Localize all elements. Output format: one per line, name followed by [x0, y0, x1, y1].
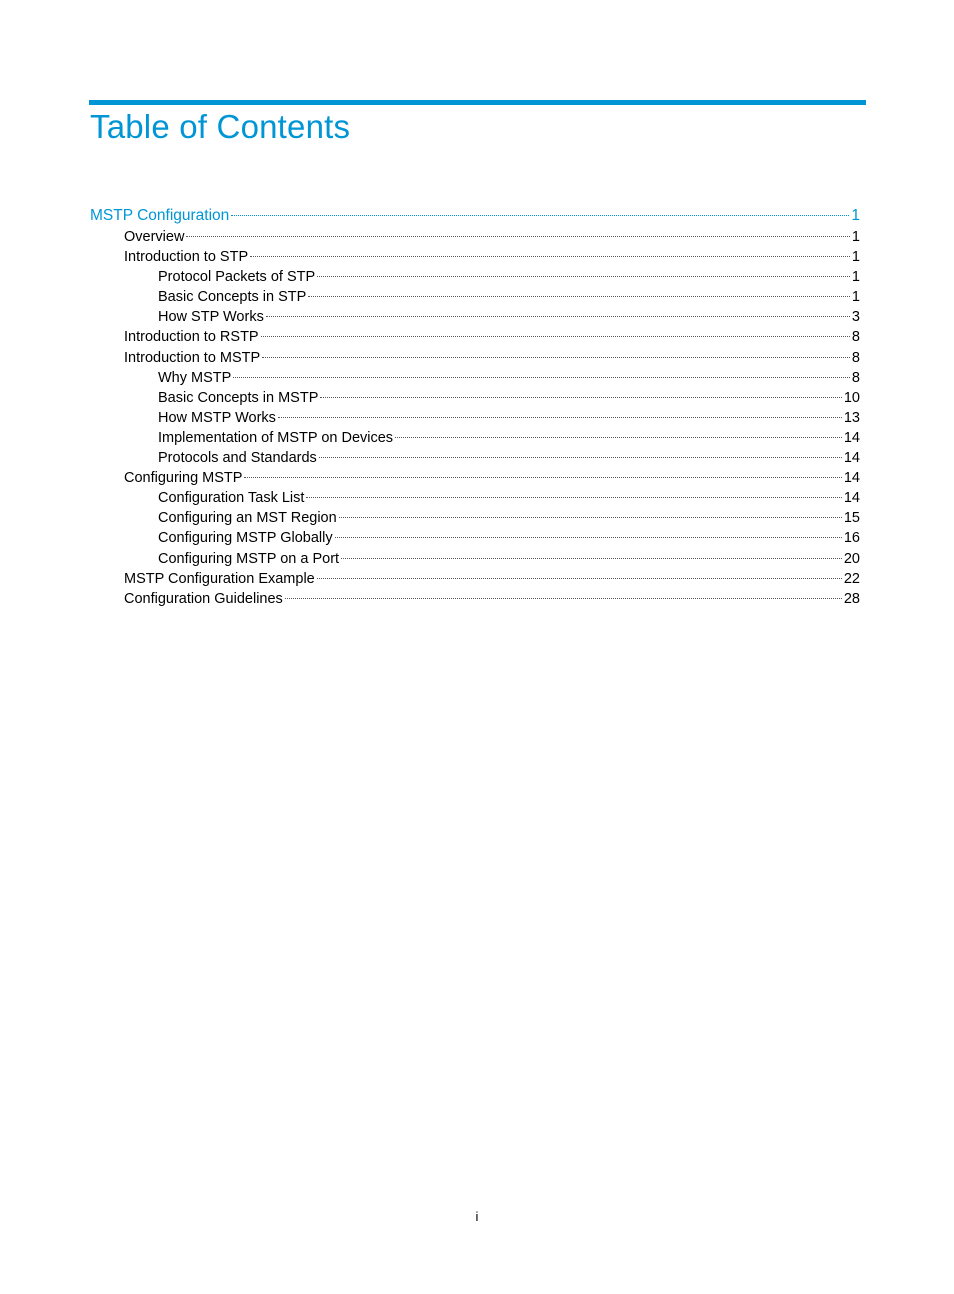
toc-entry-configuration-guidelines[interactable]	[90, 589, 860, 609]
toc-entry-introduction-to-mstp[interactable]	[90, 348, 860, 368]
toc-entry-introduction-to-rstp[interactable]	[90, 327, 860, 347]
toc-entry-label: Configuring MSTP on a Port	[158, 550, 340, 567]
dot-leader	[317, 578, 842, 579]
toc-entry-page: 20	[843, 550, 860, 567]
dot-leader	[233, 377, 850, 378]
dot-leader	[250, 256, 850, 257]
toc-entry-page: 28	[843, 590, 860, 607]
toc-entry-configuring-an-mst-region[interactable]	[90, 508, 860, 528]
toc-entry-page: 1	[851, 289, 860, 306]
toc-entry-label: Implementation of MSTP on Devices	[158, 429, 394, 446]
toc-entry-introduction-to-stp[interactable]	[90, 247, 860, 267]
toc-entry-label: Introduction to MSTP	[124, 349, 261, 366]
table-of-contents	[90, 206, 860, 609]
toc-entry-configuring-mstp[interactable]	[90, 468, 860, 488]
dot-leader	[395, 437, 842, 438]
toc-entry-implementation-of-mstp-on-devices[interactable]	[90, 428, 860, 448]
toc-entry-label: Configuring MSTP Globally	[158, 530, 333, 547]
toc-entry-page: 3	[851, 309, 860, 326]
toc-entry-label: Protocol Packets of STP	[158, 269, 316, 286]
dot-leader	[244, 477, 841, 478]
toc-entry-page: 14	[843, 470, 860, 487]
toc-entry-label: Introduction to RSTP	[124, 329, 259, 346]
toc-entry-label: MSTP Configuration	[90, 207, 230, 224]
toc-entry-basic-concepts-in-stp[interactable]	[90, 287, 860, 307]
toc-entry-page: 1	[851, 207, 860, 224]
dot-leader	[285, 598, 842, 599]
toc-entry-page: 8	[851, 369, 860, 386]
toc-entry-page: 8	[851, 329, 860, 346]
toc-entry-label: Introduction to STP	[124, 249, 249, 266]
toc-entry-mstp-configuration-example[interactable]	[90, 569, 860, 589]
dot-leader	[186, 236, 849, 237]
dot-leader	[266, 316, 850, 317]
toc-entry-basic-concepts-in-mstp[interactable]	[90, 388, 860, 408]
dot-leader	[262, 357, 850, 358]
toc-entry-how-stp-works[interactable]	[90, 307, 860, 327]
toc-entry-protocol-packets-of-stp[interactable]	[90, 267, 860, 287]
toc-entry-label: How MSTP Works	[158, 409, 276, 426]
toc-entry-page: 1	[851, 269, 860, 286]
dot-leader	[319, 457, 842, 458]
dot-leader	[261, 336, 850, 337]
toc-entry-mstp-configuration[interactable]	[90, 206, 860, 227]
toc-entry-label: Configuring MSTP	[124, 470, 243, 487]
toc-entry-configuring-mstp-globally[interactable]	[90, 528, 860, 548]
toc-entry-page: 1	[851, 229, 860, 245]
page-number: i	[475, 1209, 479, 1224]
toc-entry-label: How STP Works	[158, 309, 264, 326]
dot-leader	[339, 517, 842, 518]
toc-entry-page: 14	[843, 450, 860, 467]
toc-entry-page: 14	[843, 429, 860, 446]
toc-entry-label: Configuration Guidelines	[124, 590, 283, 607]
toc-entry-why-mstp[interactable]	[90, 368, 860, 388]
toc-entry-label: Configuration Task List	[158, 490, 305, 507]
toc-entry-how-mstp-works[interactable]	[90, 408, 860, 428]
title-rule	[89, 100, 866, 105]
dot-leader	[278, 417, 842, 418]
dot-leader	[231, 215, 849, 216]
toc-entry-configuring-mstp-on-a-port[interactable]	[90, 549, 860, 569]
toc-entry-overview[interactable]	[90, 227, 860, 247]
toc-entry-page: 10	[843, 389, 860, 406]
dot-leader	[320, 397, 841, 398]
toc-entry-page: 16	[843, 530, 860, 547]
dot-leader	[317, 276, 850, 277]
toc-entry-page: 14	[843, 490, 860, 507]
dot-leader	[308, 296, 850, 297]
toc-entry-label: Why MSTP	[158, 369, 232, 386]
dot-leader	[341, 558, 842, 559]
page-title: Table of Contents	[90, 108, 351, 145]
toc-entry-page: 22	[843, 570, 860, 587]
toc-entry-page: 13	[843, 409, 860, 426]
dot-leader	[306, 497, 841, 498]
toc-entry-page: 1	[851, 249, 860, 266]
toc-entry-protocols-and-standards[interactable]	[90, 448, 860, 468]
toc-entry-page: 15	[843, 510, 860, 527]
toc-entry-label: Overview	[124, 229, 185, 245]
toc-entry-label: Protocols and Standards	[158, 450, 317, 467]
toc-entry-label: Basic Concepts in MSTP	[158, 389, 319, 406]
toc-entry-label: MSTP Configuration Example	[124, 570, 315, 587]
toc-entry-label: Basic Concepts in STP	[158, 289, 307, 306]
toc-entry-configuration-task-list[interactable]	[90, 488, 860, 508]
toc-entry-page: 8	[851, 349, 860, 366]
toc-entry-label: Configuring an MST Region	[158, 510, 337, 527]
dot-leader	[335, 537, 842, 538]
